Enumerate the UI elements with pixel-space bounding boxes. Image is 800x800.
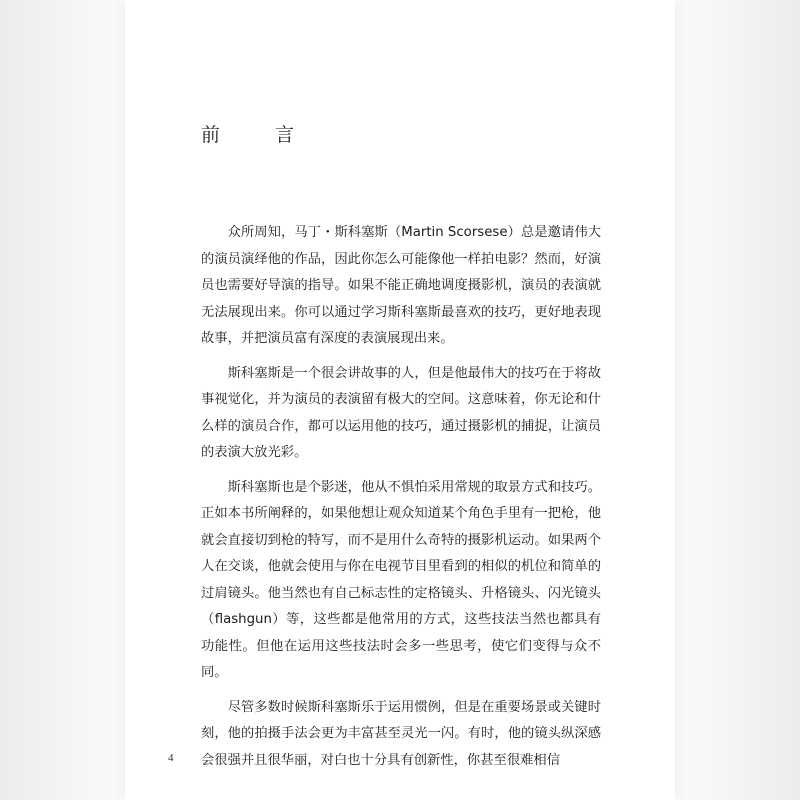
body-text (201, 220, 601, 782)
page-title: 前 言 (201, 124, 313, 146)
document-page (125, 0, 675, 800)
paragraph-4: 尽管多数时候斯科塞斯乐于运用惯例，但是在重要场景或关键时刻，他的拍摄手法会更为丰富甚至灵光一闪。有时，他的镜头纵深感会很强并且很华丽，对白也十分具有创新性，你甚至很难相信 (201, 699, 601, 768)
paragraph-2: 斯科塞斯是一个很会讲故事的人，但是他最伟大的技巧在于将故事视觉化，并为演员的表演留有极大的空间。这意味着，你无论和什么样的演员合作，都可以运用他的技巧，通过摄影机的捕捉，让演员的表演大放光彩。 (201, 365, 601, 460)
page-number: 4 (168, 752, 174, 764)
paragraph-1: 众所周知，马丁・斯科塞斯（Martin Scorsese）总是邀请伟大的演员演绎他的作品，因此你怎么可能像他一样拍电影？然而，好演员也需要好导演的指导。如果不能正确地调度摄影机，演员的表演就无法展现出来。你可以通过学习斯科塞斯最喜欢的技巧，更好地表现故事，并把演员富有深度的表演展现出来。 (201, 225, 601, 346)
paragraph-3: 斯科塞斯也是个影迷，他从不惧怕采用常规的取景方式和技巧。正如本书所阐释的，如果他想让观众知道某个角色手里有一把枪，他就会直接切到枪的特写，而不是用什么奇特的摄影机运动。如果两个人在交谈，他就会使用与你在电视节目里看到的相似的机位和简单的过肩镜头。他当然也有自己标志性的定格镜头、升格镜头、闪光镜头（flashgun）等，这些都是他常用的方式，这些技法当然也都具有功能性。但他在运用这些技法时会多一些思考，使它们变得与众不同。 (201, 479, 601, 680)
